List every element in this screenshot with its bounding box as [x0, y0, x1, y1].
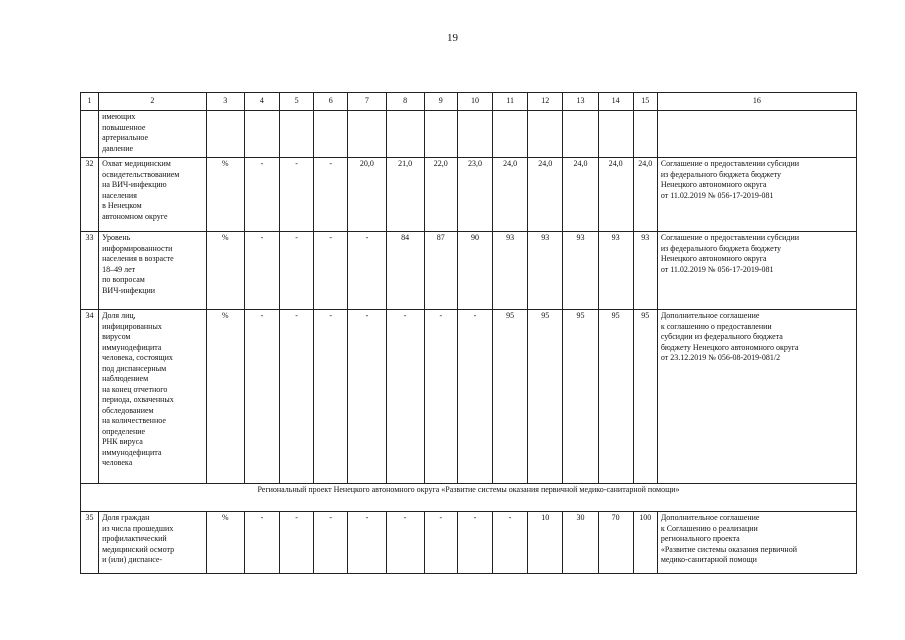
value-cell: -: [314, 158, 348, 232]
indicator-name: Доля граждан из числа прошедших профилактический медицинский осмотр и (или) диспансе-: [99, 512, 207, 574]
row-number: 34: [81, 310, 99, 484]
value-cell: 90: [457, 232, 492, 310]
column-header-row: [81, 93, 857, 111]
value-cell: [348, 111, 386, 158]
value-cell: -: [386, 310, 424, 484]
value-cell: 93: [493, 232, 528, 310]
value-cell: [244, 111, 279, 158]
row-number: [81, 111, 99, 158]
value-cell: -: [279, 158, 313, 232]
value-cell: -: [314, 232, 348, 310]
value-cell: -: [279, 232, 313, 310]
value-cell: 10: [528, 512, 563, 574]
column-header: 12: [528, 93, 563, 111]
value-cell: 20,0: [348, 158, 386, 232]
value-cell: 70: [598, 512, 633, 574]
value-cell: 87: [424, 232, 457, 310]
source-document: [657, 111, 856, 158]
value-cell: -: [244, 512, 279, 574]
value-cell: 84: [386, 232, 424, 310]
value-cell: 93: [563, 232, 598, 310]
section-title: Региональный проект Ненецкого автономного округа «Развитие системы оказания первичной медико-санитарной помощи»: [81, 484, 857, 512]
column-header: 13: [563, 93, 598, 111]
column-header: 16: [657, 93, 856, 111]
value-cell: -: [457, 512, 492, 574]
value-cell: [528, 111, 563, 158]
value-cell: [598, 111, 633, 158]
value-cell: 93: [528, 232, 563, 310]
value-cell: 100: [633, 512, 657, 574]
indicator-name: Доля лиц, инфицированных вирусом иммунодефицита человека, состоящих под диспансерным наблюдением на конец отчетного периода, охваченных обследованием на количественное определение РНК вируса иммунодефицита человека: [99, 310, 207, 484]
value-cell: -: [348, 232, 386, 310]
table-row: [81, 111, 857, 158]
column-header: 4: [244, 93, 279, 111]
column-header: 2: [99, 93, 207, 111]
value-cell: -: [279, 512, 313, 574]
value-cell: 93: [633, 232, 657, 310]
value-cell: -: [424, 310, 457, 484]
column-header: 11: [493, 93, 528, 111]
value-cell: -: [424, 512, 457, 574]
column-header: 15: [633, 93, 657, 111]
table-body: [81, 93, 857, 574]
column-header: 8: [386, 93, 424, 111]
section-row: [81, 484, 857, 512]
value-cell: -: [314, 512, 348, 574]
unit-cell: %: [206, 310, 244, 484]
value-cell: -: [244, 232, 279, 310]
value-cell: 23,0: [457, 158, 492, 232]
value-cell: 24,0: [563, 158, 598, 232]
column-header: 3: [206, 93, 244, 111]
value-cell: 93: [598, 232, 633, 310]
indicators-table: [80, 92, 857, 574]
value-cell: -: [244, 158, 279, 232]
value-cell: [633, 111, 657, 158]
value-cell: -: [493, 512, 528, 574]
unit-cell: [206, 111, 244, 158]
column-header: 6: [314, 93, 348, 111]
value-cell: [424, 111, 457, 158]
value-cell: -: [348, 310, 386, 484]
column-header: 9: [424, 93, 457, 111]
unit-cell: %: [206, 158, 244, 232]
value-cell: -: [386, 512, 424, 574]
value-cell: -: [279, 310, 313, 484]
table-row: [81, 512, 857, 574]
column-header: 5: [279, 93, 313, 111]
row-number: 32: [81, 158, 99, 232]
value-cell: [563, 111, 598, 158]
value-cell: 95: [598, 310, 633, 484]
column-header: 7: [348, 93, 386, 111]
value-cell: 30: [563, 512, 598, 574]
value-cell: 95: [528, 310, 563, 484]
unit-cell: %: [206, 232, 244, 310]
unit-cell: %: [206, 512, 244, 574]
indicator-name: имеющих повышенное артериальное давление: [99, 111, 207, 158]
value-cell: [386, 111, 424, 158]
value-cell: -: [244, 310, 279, 484]
source-document: Соглашение о предоставлении субсидии из федерального бюджета бюджету Ненецкого автономного округа от 11.02.2019 № 056-17-2019-081: [657, 158, 856, 232]
indicator-name: Уровень информированности населения в возрасте 18–49 лет по вопросам ВИЧ-инфекции: [99, 232, 207, 310]
value-cell: 21,0: [386, 158, 424, 232]
column-header: 14: [598, 93, 633, 111]
value-cell: [493, 111, 528, 158]
value-cell: 24,0: [598, 158, 633, 232]
page-number: 19: [447, 32, 458, 44]
value-cell: -: [314, 310, 348, 484]
value-cell: [279, 111, 313, 158]
column-header: 10: [457, 93, 492, 111]
source-document: Дополнительное соглашение к соглашению о предоставлении субсидии из федерального бюджета бюджету Ненецкого автономного округа от 23.12.2019 № 056-08-2019-081/2: [657, 310, 856, 484]
source-document: Дополнительное соглашение к Соглашению о реализации регионального проекта «Развитие системы оказания первичной медико-санитарной помощи: [657, 512, 856, 574]
value-cell: 24,0: [528, 158, 563, 232]
value-cell: -: [457, 310, 492, 484]
table-row: [81, 232, 857, 310]
value-cell: 95: [493, 310, 528, 484]
table-row: [81, 310, 857, 484]
indicator-name: Охват медицинским освидетельствованием на ВИЧ-инфекцию населения в Ненецком автономном округе: [99, 158, 207, 232]
value-cell: [457, 111, 492, 158]
value-cell: 95: [563, 310, 598, 484]
value-cell: 24,0: [493, 158, 528, 232]
value-cell: 22,0: [424, 158, 457, 232]
row-number: 35: [81, 512, 99, 574]
value-cell: 24,0: [633, 158, 657, 232]
value-cell: [314, 111, 348, 158]
row-number: 33: [81, 232, 99, 310]
value-cell: 95: [633, 310, 657, 484]
source-document: Соглашение о предоставлении субсидии из федерального бюджета бюджету Ненецкого автономного округа от 11.02.2019 № 056-17-2019-081: [657, 232, 856, 310]
table-row: [81, 158, 857, 232]
value-cell: -: [348, 512, 386, 574]
column-header: 1: [81, 93, 99, 111]
